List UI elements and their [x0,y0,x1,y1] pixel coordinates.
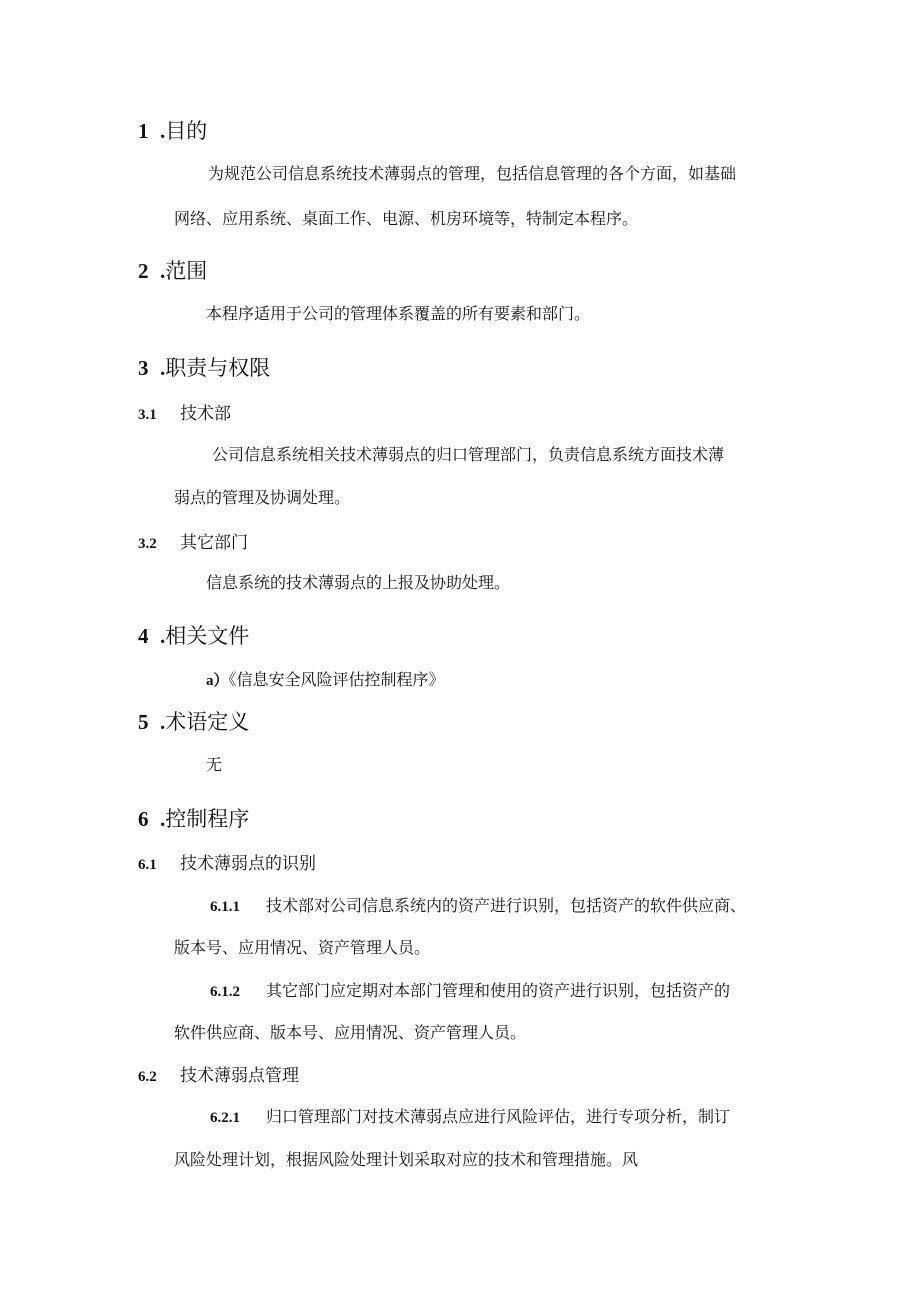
subsection-6-2-heading [138,1061,299,1086]
section-4-heading [138,620,249,650]
paragraph: 信息系统的技术薄弱点的上报及协助处理。 [206,573,511,592]
section-title: 相关文件 [165,624,250,648]
subsection-3-2-heading [138,528,248,553]
subsection-title: 其它部门 [180,533,248,553]
section-dot: . [160,624,166,648]
section-2-heading [138,255,207,285]
clause-text: 技术部对公司信息系统内的资产进行识别，包括资产的软件供应商、 [266,896,747,915]
clause-text: 其它部门应定期对本部门管理和使用的资产进行识别，包括资产的 [266,981,731,1000]
paragraph: 无 [206,755,223,774]
section-number: 5 [138,710,149,734]
section-title: 范围 [165,259,208,283]
subsection-number: 3.2 [138,536,157,552]
paragraph: 版本号、应用情况、资产管理人员。 [174,938,431,957]
paragraph: 为规范公司信息系统技术薄弱点的管理，包括信息管理的各个方面，如基础 [208,164,737,183]
section-dot: . [160,710,166,734]
list-item-text: 《信息安全风险评估控制程序》 [228,670,445,689]
section-6-heading [138,803,249,833]
subsection-3-1-heading [138,399,231,424]
paragraph: 本程序适用于公司的管理体系覆盖的所有要素和部门。 [206,304,591,323]
section-number: 6 [138,807,149,831]
section-title: 目的 [165,119,208,143]
paragraph: 网络、应用系统、桌面工作、电源、机房环境等，特制定本程序。 [174,209,639,228]
clause-6-1-2 [210,978,730,1001]
section-title: 职责与权限 [165,356,271,380]
subsection-number: 6.1 [138,857,157,873]
list-item-label: a） [206,673,229,689]
section-title: 术语定义 [165,710,250,734]
subsection-number: 3.1 [138,407,157,423]
section-number: 1 [138,119,149,143]
paragraph: 公司信息系统相关技术薄弱点的归口管理部门，负责信息系统方面技术薄 [212,445,725,464]
subsection-6-1-heading [138,849,316,874]
section-1-heading [138,115,207,145]
section-dot: . [160,356,166,380]
clause-6-2-1 [210,1104,730,1127]
clause-text: 归口管理部门对技术薄弱点应进行风险评估，进行专项分析，制订 [266,1107,731,1126]
clause-number: 6.1.2 [210,984,240,1000]
subsection-title: 技术薄弱点的识别 [180,854,316,874]
section-dot: . [160,119,166,143]
paragraph: 风险处理计划，根据风险处理计划采取对应的技术和管理措施。风 [174,1150,639,1169]
subsection-number: 6.2 [138,1069,157,1085]
section-dot: . [160,807,166,831]
paragraph: 软件供应商、版本号、应用情况、资产管理人员。 [174,1023,527,1042]
clause-number: 6.2.1 [210,1110,240,1126]
section-3-heading [138,352,270,382]
section-title: 控制程序 [165,807,250,831]
subsection-title: 技术部 [180,404,231,424]
section-number: 3 [138,356,149,380]
section-5-heading [138,706,249,736]
paragraph: 弱点的管理及协调处理。 [174,488,351,507]
list-item [206,667,445,690]
section-number: 4 [138,624,149,648]
subsection-title: 技术薄弱点管理 [180,1066,299,1086]
section-dot: . [160,259,166,283]
clause-6-1-1 [210,893,746,916]
section-number: 2 [138,259,149,283]
clause-number: 6.1.1 [210,899,240,915]
